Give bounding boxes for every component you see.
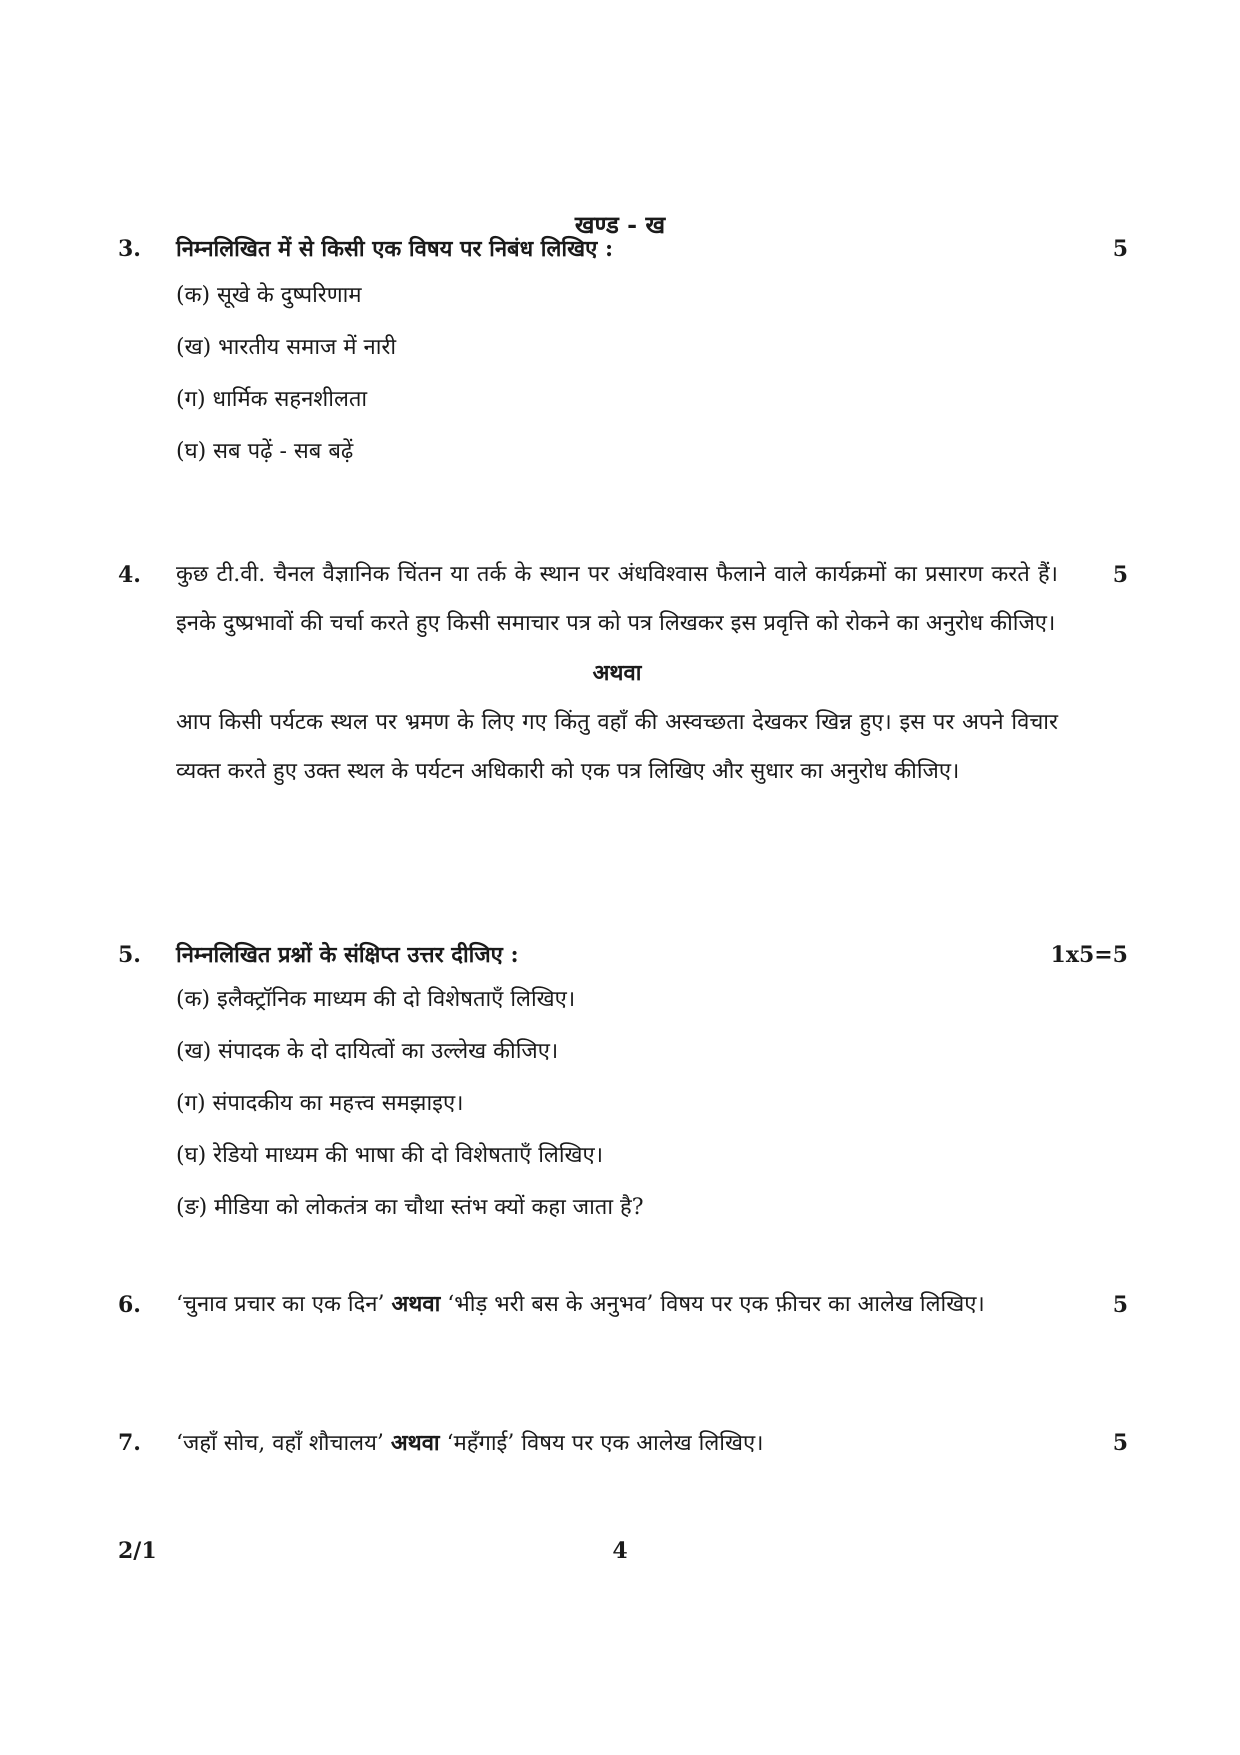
question-text: कुछ टी.वी. चैनल वैज्ञानिक चिंतन या तर्क के स्थान पर अंधविश्वास फैलाने वाले कार्यक्रमों का प्रसारण करते हैं। इनके दुष्प्रभावों की चर्चा करते हुए किसी समाचार पत्र को पत्र लिखकर इस प्रवृत्ति को रोकने का अनुरोध कीजिए। [176, 562, 1058, 636]
question-marks: 5 [1112, 562, 1128, 588]
topic-2: ‘महँगाई’ विषय पर एक आलेख लिखिए। [446, 1431, 764, 1456]
option-item: (ख) भारतीय समाज में नारी [176, 335, 397, 360]
question-heading: निम्नलिखित प्रश्नों के संक्षिप्त उत्तर दीजिए : [176, 942, 519, 968]
question-marks: 5 [1112, 1292, 1128, 1318]
question-number: 6. [118, 1292, 141, 1318]
option-item: (घ) सब पढ़ें - सब बढ़ें [176, 439, 354, 464]
option-item: (ख) संपादक के दो दायित्वों का उल्लेख कीजिए। [176, 1039, 559, 1064]
or-word: अथवा [390, 1430, 440, 1456]
question-body [176, 1428, 1058, 1459]
option-item: (ग) संपादकीय का महत्त्व समझाइए। [176, 1091, 464, 1116]
question-number: 7. [118, 1430, 141, 1456]
question-marks: 5 [1112, 236, 1128, 262]
page-number: 4 [612, 1538, 628, 1564]
option-item: (क) इलैक्ट्रॉनिक माध्यम की दो विशेषताएँ लिखिए। [176, 987, 576, 1012]
paper-code: 2/1 [118, 1538, 157, 1564]
question-body [176, 1280, 1058, 1329]
question-number: 4. [118, 562, 141, 588]
question-marks: 5 [1112, 1430, 1128, 1456]
topic-1: ‘जहाँ सोच, वहाँ शौचालय’ [176, 1431, 384, 1456]
question-heading: निम्नलिखित में से किसी एक विषय पर निबंध लिखिए : [176, 236, 614, 262]
topic-1: ‘चुनाव प्रचार का एक दिन’ [176, 1292, 385, 1317]
option-item: (ग) धार्मिक सहनशीलता [176, 387, 368, 412]
question-number: 5. [118, 942, 141, 968]
or-heading: अथवा [592, 660, 642, 686]
question-body [176, 940, 1058, 1234]
topic-2: ‘भीड़ भरी बस के अनुभव’ विषय पर एक फ़ीचर का आलेख लिखिए। [447, 1292, 985, 1317]
question-body [176, 550, 1058, 796]
question-marks: 1x5=5 [1050, 942, 1128, 968]
option-item: (ङ) मीडिया को लोकतंत्र का चौथा स्तंभ क्यों कहा जाता है? [176, 1195, 644, 1220]
section-title: खण्ड - ख [574, 210, 666, 239]
question-body [176, 234, 1058, 478]
or-word: अथवा [391, 1291, 441, 1317]
option-item: (क) सूखे के दुष्परिणाम [176, 283, 362, 308]
question-number: 3. [118, 236, 141, 262]
option-item: (घ) रेडियो माध्यम की भाषा की दो विशेषताएँ लिखिए। [176, 1143, 604, 1168]
alternative-question-text: आप किसी पर्यटक स्थल पर भ्रमण के लिए गए किंतु वहाँ की अस्वच्छता देखकर खिन्न हुए। इस पर अपने विचार व्यक्त करते हुए उक्त स्थल के पर्यटन अधिकारी को एक पत्र लिखिए और सुधार का अनुरोध कीजिए। [176, 710, 1058, 784]
